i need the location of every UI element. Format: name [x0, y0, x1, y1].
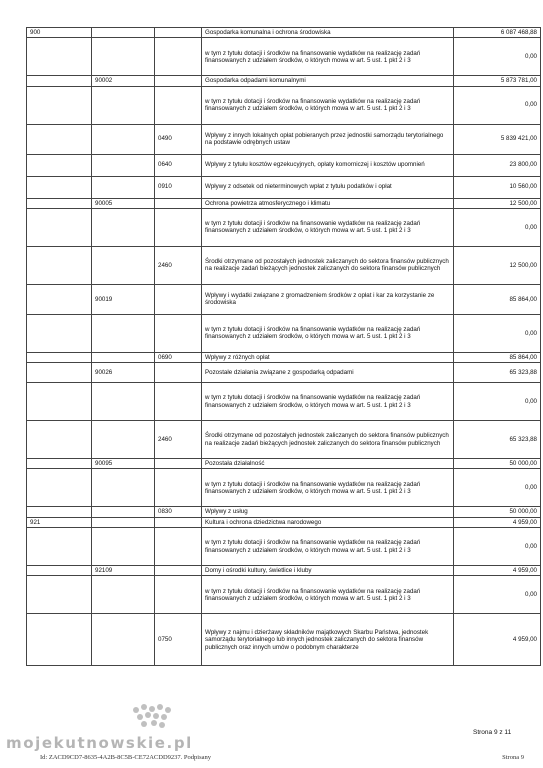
table-row: [27, 576, 541, 614]
chapter-code: [92, 154, 155, 176]
description-cell: w tym z tytułu dotacji i środków na finansowanie wydatków na realizację zadań finansowanych z udziałem środków, o których mowa w art. 5 ust. 1 pkt 2 i 3: [202, 528, 454, 566]
amount-cell: 12 500,00: [454, 198, 541, 208]
table-row: [27, 124, 541, 154]
paragraph-code: 0750: [155, 614, 202, 666]
section-code: [27, 352, 92, 362]
description-cell: Pozostała działalność: [202, 459, 454, 469]
table-row: [27, 528, 541, 566]
page-counter: Strona 9 z 11: [473, 729, 512, 736]
section-code: [27, 528, 92, 566]
table-row: [27, 459, 541, 469]
description-cell: Wpływy z usług: [202, 507, 454, 517]
amount-cell: 4 959,00: [454, 566, 541, 576]
description-cell: w tym z tytułu dotacji i środków na finansowanie wydatków na realizację zadań finansowanych z udziałem środków, o których mowa w art. 5 ust. 1 pkt 2 i 3: [202, 38, 454, 76]
section-code: [27, 154, 92, 176]
table-row: [27, 198, 541, 208]
section-code: [27, 38, 92, 76]
description-cell: Gospodarka odpadami komunalnymi: [202, 76, 454, 86]
amount-cell: 5 839 421,00: [454, 124, 541, 154]
amount-cell: 4 959,00: [454, 614, 541, 666]
amount-cell: 0,00: [454, 469, 541, 507]
paragraph-code: [155, 469, 202, 507]
paragraph-code: [155, 566, 202, 576]
paragraph-code: [155, 517, 202, 527]
paragraph-code: 0910: [155, 176, 202, 198]
document-id: Id: ZACD9CD7-8635-4A2B-8C5B-CE72ACDD9237. Podpisany: [40, 754, 211, 761]
paragraph-code: 0640: [155, 154, 202, 176]
table-row: [27, 208, 541, 246]
paragraph-code: [155, 198, 202, 208]
budget-table-body: [27, 28, 541, 666]
paragraph-code: [155, 28, 202, 38]
section-code: [27, 86, 92, 124]
paragraph-code: [155, 76, 202, 86]
document-footer: [40, 754, 524, 761]
chapter-code: [92, 314, 155, 352]
description-cell: w tym z tytułu dotacji i środków na finansowanie wydatków na realizację zadań finansowanych z udziałem środków, o których mowa w art. 5 ust. 1 pkt 2 i 3: [202, 86, 454, 124]
description-cell: Wpływy z odsetek od nieterminowych wpłat z tytułu podatków i opłat: [202, 176, 454, 198]
table-row: [27, 421, 541, 459]
amount-cell: 50 000,00: [454, 507, 541, 517]
chapter-code: 90095: [92, 459, 155, 469]
section-code: [27, 363, 92, 383]
paragraph-code: 0830: [155, 507, 202, 517]
section-code: [27, 576, 92, 614]
watermark-text: mojekutnowskie.pl: [6, 734, 193, 752]
chapter-code: [92, 176, 155, 198]
amount-cell: 5 873 781,00: [454, 76, 541, 86]
chapter-code: [92, 124, 155, 154]
table-row: [27, 284, 541, 314]
chapter-code: [92, 28, 155, 38]
chapter-code: [92, 421, 155, 459]
chapter-code: [92, 383, 155, 421]
budget-table: [26, 27, 541, 666]
amount-cell: 12 500,00: [454, 246, 541, 284]
description-cell: Wpływy z najmu i dzierżawy składników majątkowych Skarbu Państwa, jednostek samorządu terytorialnego lub innych jednostek zaliczanych do sektora finansów publicznych oraz innych umów o podobnym charakterze: [202, 614, 454, 666]
amount-cell: 0,00: [454, 314, 541, 352]
amount-cell: 65 323,88: [454, 421, 541, 459]
paragraph-code: 0690: [155, 352, 202, 362]
paragraph-code: 2460: [155, 421, 202, 459]
chapter-code: [92, 38, 155, 76]
section-code: 921: [27, 517, 92, 527]
description-cell: w tym z tytułu dotacji i środków na finansowanie wydatków na realizację zadań finansowanych z udziałem środków, o których mowa w art. 5 ust. 1 pkt 2 i 3: [202, 314, 454, 352]
table-row: [27, 38, 541, 76]
description-cell: Gospodarka komunalna i ochrona środowiska: [202, 28, 454, 38]
description-cell: Wpływy z tytułu kosztów egzekucyjnych, opłaty komorniczej i kosztów upomnień: [202, 154, 454, 176]
section-code: [27, 507, 92, 517]
table-row: [27, 517, 541, 527]
amount-cell: 6 087 468,88: [454, 28, 541, 38]
section-code: [27, 459, 92, 469]
table-row: [27, 246, 541, 284]
paragraph-code: [155, 363, 202, 383]
table-row: [27, 154, 541, 176]
amount-cell: 0,00: [454, 383, 541, 421]
paragraph-code: [155, 576, 202, 614]
section-code: [27, 314, 92, 352]
section-code: [27, 421, 92, 459]
amount-cell: 0,00: [454, 576, 541, 614]
chapter-code: [92, 528, 155, 566]
section-code: [27, 614, 92, 666]
table-row: [27, 352, 541, 362]
paragraph-code: [155, 383, 202, 421]
chapter-code: 90005: [92, 198, 155, 208]
chapter-code: [92, 352, 155, 362]
description-cell: Środki otrzymane od pozostałych jednostek zaliczanych do sektora finansów publicznych na realizacje zadań bieżących jednostek zaliczanych do sektora finansów publicznych: [202, 246, 454, 284]
section-code: [27, 208, 92, 246]
amount-cell: 0,00: [454, 528, 541, 566]
section-code: [27, 246, 92, 284]
chapter-code: [92, 469, 155, 507]
chapter-code: 90026: [92, 363, 155, 383]
chapter-code: [92, 517, 155, 527]
table-row: [27, 507, 541, 517]
section-code: 900: [27, 28, 92, 38]
section-code: [27, 469, 92, 507]
paragraph-code: [155, 38, 202, 76]
description-cell: Domy i ośrodki kultury, świetlice i kluby: [202, 566, 454, 576]
chapter-code: 90002: [92, 76, 155, 86]
amount-cell: 0,00: [454, 86, 541, 124]
paragraph-code: [155, 86, 202, 124]
section-code: [27, 383, 92, 421]
table-row: [27, 469, 541, 507]
paragraph-code: [155, 208, 202, 246]
paragraph-code: [155, 528, 202, 566]
watermark-logo: [6, 696, 206, 760]
description-cell: w tym z tytułu dotacji i środków na finansowanie wydatków na realizację zadań finansowanych z udziałem środków, o których mowa w art. 5 ust. 1 pkt 2 i 3: [202, 383, 454, 421]
description-cell: Środki otrzymane od pozostałych jednostek zaliczanych do sektora finansów publicznych na realizacje zadań bieżących jednostek zaliczanych do sektora finansów publicznych: [202, 421, 454, 459]
chapter-code: [92, 208, 155, 246]
table-row: [27, 28, 541, 38]
table-row: [27, 363, 541, 383]
amount-cell: 23 800,00: [454, 154, 541, 176]
chapter-code: [92, 614, 155, 666]
table-row: [27, 566, 541, 576]
amount-cell: 85 864,00: [454, 352, 541, 362]
chapter-code: [92, 507, 155, 517]
paragraph-code: [155, 284, 202, 314]
amount-cell: 0,00: [454, 208, 541, 246]
description-cell: Pozostałe działania związane z gospodarką odpadami: [202, 363, 454, 383]
watermark-emblem-icon: [124, 700, 184, 734]
amount-cell: 0,00: [454, 38, 541, 76]
description-cell: Wpływy z różnych opłat: [202, 352, 454, 362]
amount-cell: 65 323,88: [454, 363, 541, 383]
section-code: [27, 176, 92, 198]
paragraph-code: 2460: [155, 246, 202, 284]
section-code: [27, 76, 92, 86]
chapter-code: [92, 86, 155, 124]
chapter-code: 90019: [92, 284, 155, 314]
paragraph-code: [155, 459, 202, 469]
amount-cell: 4 959,00: [454, 517, 541, 527]
table-row: [27, 176, 541, 198]
section-code: [27, 198, 92, 208]
amount-cell: 10 560,00: [454, 176, 541, 198]
description-cell: w tym z tytułu dotacji i środków na finansowanie wydatków na realizację zadań finansowanych z udziałem środków, o których mowa w art. 5 ust. 1 pkt 2 i 3: [202, 208, 454, 246]
table-row: [27, 614, 541, 666]
chapter-code: 92109: [92, 566, 155, 576]
amount-cell: 50 000,00: [454, 459, 541, 469]
table-row: [27, 76, 541, 86]
description-cell: Kultura i ochrona dziedzictwa narodowego: [202, 517, 454, 527]
description-cell: Ochrona powietrza atmosferycznego i klimatu: [202, 198, 454, 208]
amount-cell: 85 864,00: [454, 284, 541, 314]
description-cell: Wpływy z innych lokalnych opłat pobieranych przez jednostki samorządu terytorialnego na podstawie odrębnych ustaw: [202, 124, 454, 154]
chapter-code: [92, 246, 155, 284]
paragraph-code: [155, 314, 202, 352]
description-cell: Wpływy i wydatki związane z gromadzeniem środków z opłat i kar za korzystanie ze środowiska: [202, 284, 454, 314]
table-row: [27, 383, 541, 421]
description-cell: w tym z tytułu dotacji i środków na finansowanie wydatków na realizację zadań finansowanych z udziałem środków, o których mowa w art. 5 ust. 1 pkt 2 i 3: [202, 469, 454, 507]
section-code: [27, 124, 92, 154]
paragraph-code: 0490: [155, 124, 202, 154]
chapter-code: [92, 576, 155, 614]
section-code: [27, 566, 92, 576]
page-number: Strona 9: [502, 754, 524, 761]
description-cell: w tym z tytułu dotacji i środków na finansowanie wydatków na realizację zadań finansowanych z udziałem środków, o których mowa w art. 5 ust. 1 pkt 2 i 3: [202, 576, 454, 614]
table-row: [27, 314, 541, 352]
section-code: [27, 284, 92, 314]
table-row: [27, 86, 541, 124]
